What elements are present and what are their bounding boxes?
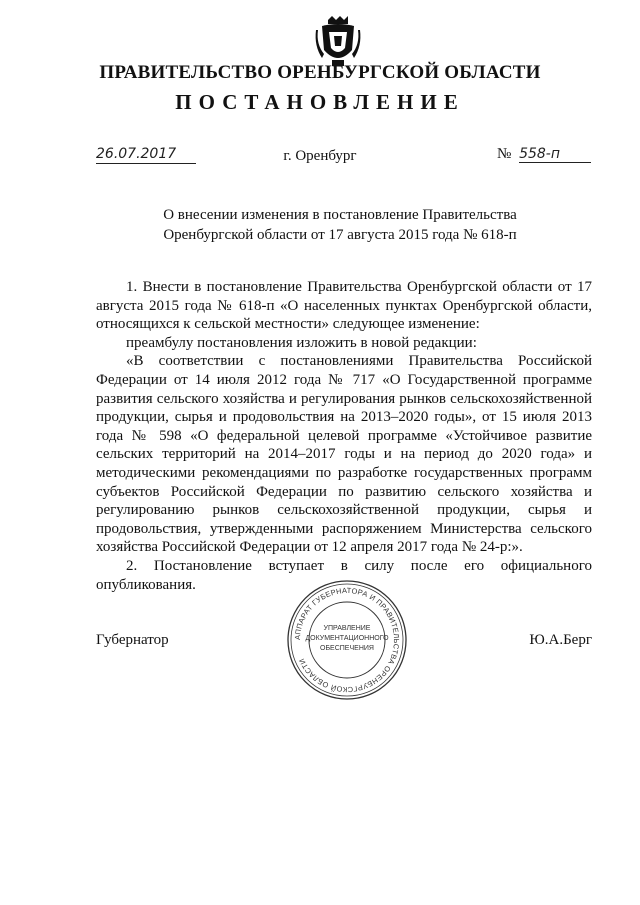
- stamp-ring-textpath: АППАРАТ ГУБЕРНАТОРА И ПРАВИТЕЛЬСТВА ОРЕНБУРГСКОЙ ОБЛАСТИ: [292, 585, 402, 695]
- signer-name: Ю.А.Берг: [529, 632, 592, 648]
- document-body: [96, 278, 592, 594]
- stamp-center-line-1: УПРАВЛЕНИЕ: [323, 625, 371, 632]
- stamp-center-line-3: ОБЕСПЕЧЕНИЯ: [320, 645, 374, 652]
- document-number-block: [497, 146, 591, 163]
- body-paragraph-1: 1. Внести в постановление Правительства Оренбургской области от 17 августа 2015 года № 618-п «О населенных пунктах Оренбургской области, относящихся к сельской местности» следующее изменение:: [96, 279, 592, 333]
- number-sign: №: [497, 146, 512, 162]
- document-city: г. Оренбург: [283, 148, 357, 164]
- stamp-center-line-2: ДОКУМЕНТАЦИОННОГО: [305, 635, 389, 642]
- document-type-title: ПОСТАНОВЛЕНИЕ: [175, 90, 465, 114]
- body-paragraph-3: «В соответствии с постановлениями Правительства Российской Федерации от 14 июля 2012 года № 717 «О Государственной программе развития сельского хозяйства и регулирования рынков сельскохозяйственной продукции, сырья и продовольствия на 2013–2020 годы», от 15 июля 2013 года № 598 «О федеральной целевой программе «Устойчивое развитие сельских территорий на 2014–2017 годы и на период до 2020 года» и методическими рекомендациями по разработке государственных программ субъектов Российской Федерации по развитию сельского хозяйства и регулированию рынков сельскохозяйственной продукции, сырья и продовольствия, утвержденными распоряжением Министерства сельского хозяйства Российской Федерации от 12 апреля 2017 года № 24-р:».: [96, 353, 592, 556]
- government-title: ПРАВИТЕЛЬСТВО ОРЕНБУРГСКОЙ ОБЛАСТИ: [99, 62, 541, 83]
- official-stamp: [285, 578, 409, 702]
- document-date: 26.07.2017: [96, 146, 196, 164]
- document-subject: О внесении изменения в постановление Правительства Оренбургской области от 17 августа 2015 года № 618-п: [163, 207, 517, 243]
- body-paragraph-2: преамбулу постановления изложить в новой редакции:: [126, 334, 477, 351]
- document-number: 558-п: [519, 146, 591, 163]
- body-paragraph-4: 2. Постановление вступает в силу после его официального опубликования.: [96, 557, 592, 593]
- signer-role: Губернатор: [96, 632, 169, 648]
